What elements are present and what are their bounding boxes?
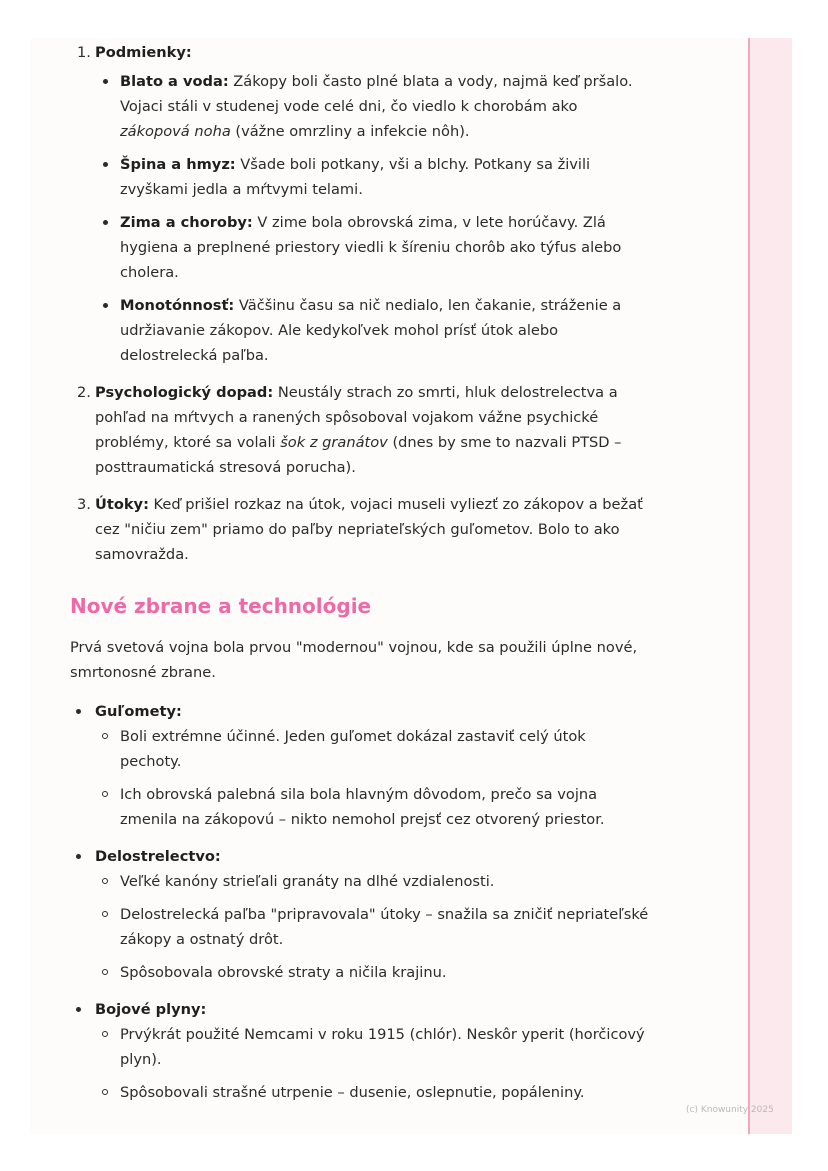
weapon-artillery xyxy=(95,844,650,985)
sublist-item-italic: zákopová noha xyxy=(120,123,231,140)
document-content xyxy=(70,38,650,1117)
weapon-point: Veľké kanóny strieľali granáty na dlhé vzdialenosti. xyxy=(120,869,650,894)
weapon-point: Boli extrémne účinné. Jeden guľomet dokázal zastaviť celý útok pechoty. xyxy=(120,724,650,774)
sublist-item-text: Zákopy boli často plné blata a vody, najmä keď pršalo. Vojaci stáli v studenej vode celé dni, čo viedlo k chorobám ako xyxy=(120,73,633,115)
list-item-psychological xyxy=(77,380,650,480)
list-number: 3. xyxy=(77,496,91,513)
conditions-sublist xyxy=(95,69,650,368)
list-item-attacks xyxy=(77,492,650,567)
weapon-points xyxy=(95,1022,650,1105)
sublist-item-title: Špina a hmyz: xyxy=(120,156,236,173)
item-italic: šok z granátov xyxy=(280,434,388,451)
weapon-title: Bojové plyny: xyxy=(95,1001,207,1018)
weapon-point: Ich obrovská palebná sila bola hlavným dôvodom, prečo sa vojna zmenila na zákopovú – nikto nemohol prejsť cez otvorený priestor. xyxy=(120,782,650,832)
page-margin-line xyxy=(748,38,750,1134)
sublist-item-text: Všade boli potkany, vši a blchy. Potkany sa živili zvyškami jedla a mŕtvymi telami. xyxy=(120,156,591,198)
sublist-item xyxy=(120,293,650,368)
sublist-item-title: Monotónnosť: xyxy=(120,297,235,314)
page-margin-strip xyxy=(748,38,792,1134)
list-number: 1. xyxy=(77,44,91,61)
sublist-item xyxy=(120,210,650,285)
weapon-point: Spôsobovala obrovské straty a ničila krajinu. xyxy=(120,960,650,985)
item-title: Podmienky: xyxy=(95,44,192,61)
item-text: Keď prišiel rozkaz na útok, vojaci museli vyliezť zo zákopov a bežať cez "ničiu zem" priamo do paľby nepriateľských guľometov. Bolo to ako samovražda. xyxy=(95,496,643,563)
section-intro: Prvá svetová vojna bola prvou "modernou" vojnou, kde sa použili úplne nové, smrtonosné zbrane. xyxy=(70,639,638,681)
sublist-item-text: Väčšinu času sa nič nedialo, len čakanie, stráženie a udržiavanie zákopov. Ale kedykoľvek mohol prísť útok alebo delostrelecká paľba. xyxy=(120,297,622,364)
weapons-list xyxy=(70,699,650,1105)
list-item-conditions xyxy=(77,40,650,368)
weapon-gas xyxy=(95,997,650,1105)
item-text: (dnes by sme to nazvali PTSD – posttraumatická stresová porucha). xyxy=(95,434,622,476)
weapon-points xyxy=(95,869,650,985)
numbered-list xyxy=(70,40,650,567)
weapon-point: Delostrelecká paľba "pripravovala" útoky – snažila sa zničiť nepriateľské zákopy a ostnatý drôt. xyxy=(120,902,650,952)
sublist-item-text: (vážne omrzliny a infekcie nôh). xyxy=(230,123,470,140)
item-title: Útoky: xyxy=(95,496,149,513)
list-number: 2. xyxy=(77,384,91,401)
sublist-item xyxy=(120,69,650,144)
weapon-point: Prvýkrát použité Nemcami v roku 1915 (chlór). Neskôr yperit (horčicový plyn). xyxy=(120,1022,650,1072)
weapon-title: Guľomety: xyxy=(95,703,182,720)
sublist-item-text: V zime bola obrovská zima, v lete horúčavy. Zlá hygiena a preplnené priestory viedli k šíreniu chorôb ako týfus alebo cholera. xyxy=(120,214,622,281)
section-heading: Nové zbrane a technológie xyxy=(70,594,372,618)
sublist-item xyxy=(120,152,650,202)
item-title: Psychologický dopad: xyxy=(95,384,274,401)
weapon-point: Spôsobovali strašné utrpenie – dusenie, oslepnutie, popáleniny. xyxy=(120,1080,650,1105)
weapon-machine-guns xyxy=(95,699,650,832)
sublist-item-title: Zima a choroby: xyxy=(120,214,253,231)
sublist-item-title: Blato a voda: xyxy=(120,73,229,90)
watermark: (c) Knowunity 2025 xyxy=(686,1105,774,1115)
weapon-points xyxy=(95,724,650,832)
item-text: Neustály strach zo smrti, hluk delostrelectva a pohľad na mŕtvych a ranených spôsoboval vojakom vážne psychické problémy, ktoré sa volali xyxy=(95,384,618,451)
weapon-title: Delostrelectvo: xyxy=(95,848,221,865)
